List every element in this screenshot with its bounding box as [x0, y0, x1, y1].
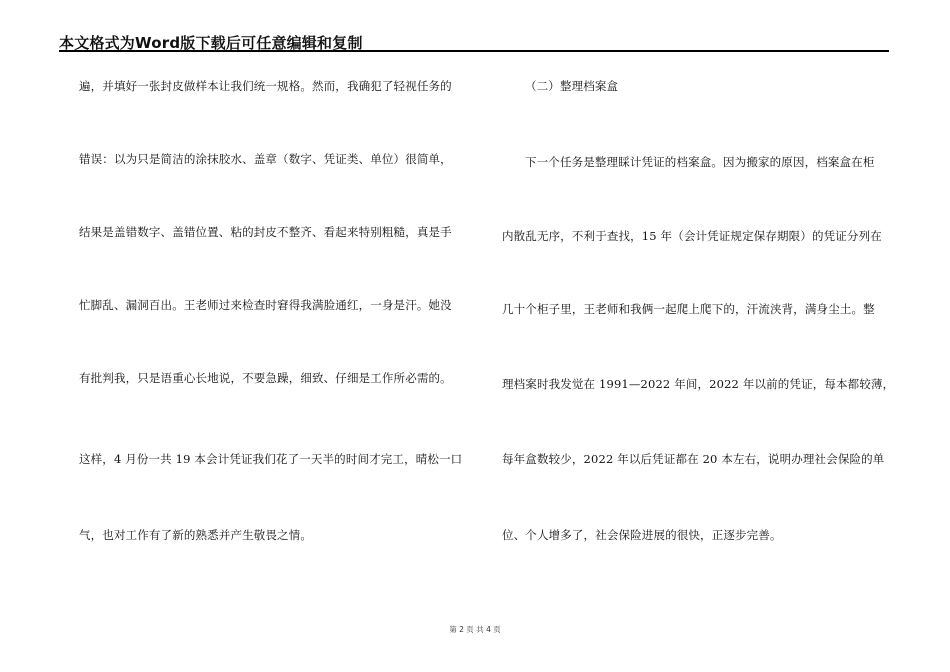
paragraph-line: 有批判我，只是语重心长地说，不要急躁，细致、仔细是工作所必需的。	[79, 371, 452, 385]
paragraph-line: 几十个柜子里，王老师和我俩一起爬上爬下的，汗流浃背，满身尘土。整	[502, 302, 875, 316]
paragraph-line: 结果是盖错数字、盖错位置、粘的封皮不整齐、看起来特别粗糙，真是手	[79, 225, 452, 239]
paragraph-line: 遍，并填好一张封皮做样本让我们统一规格。然而，我确犯了轻视任务的	[79, 79, 452, 93]
paragraph-line: 位、个人增多了，社会保险进展的很快，正逐步完善。	[502, 528, 782, 542]
paragraph-line: 气，也对工作有了新的熟悉并产生敬畏之情。	[79, 528, 312, 542]
paragraph-line: 错误：以为只是简洁的涂抹胶水、盖章（数字、凭证类、单位）很简单，	[79, 152, 452, 166]
paragraph-line: 理档案时我发觉在 1991—2022 年间，2022 年以前的凭证，每本都较薄，	[502, 377, 895, 391]
page-number: 第 2 页 共 4 页	[449, 625, 501, 634]
paragraph-line: 这样，4 月份一共 19 本会计凭证我们花了一天半的时间才完工，晴松一口	[79, 452, 463, 466]
paragraph-line: 每年盒数较少，2022 年以后凭证都在 20 本左右，说明办理社会保险的单	[502, 452, 885, 466]
header-divider	[59, 50, 889, 52]
paragraph-line: 下一个任务是整理睬计凭证的档案盒。因为搬家的原因，档案盒在柜	[525, 155, 875, 169]
paragraph-line: 内散乱无序，不利于查找，15 年（会计凭证规定保存期限）的凭证分列在	[502, 229, 882, 243]
section-heading: （二）整理档案盒	[525, 79, 619, 93]
header-title: 本文格式为Word版下载后可任意编辑和复制	[59, 34, 363, 52]
paragraph-line: 忙脚乱、漏洞百出。王老师过来检查时窘得我满脸通红，一身是汗。她没	[79, 298, 452, 312]
